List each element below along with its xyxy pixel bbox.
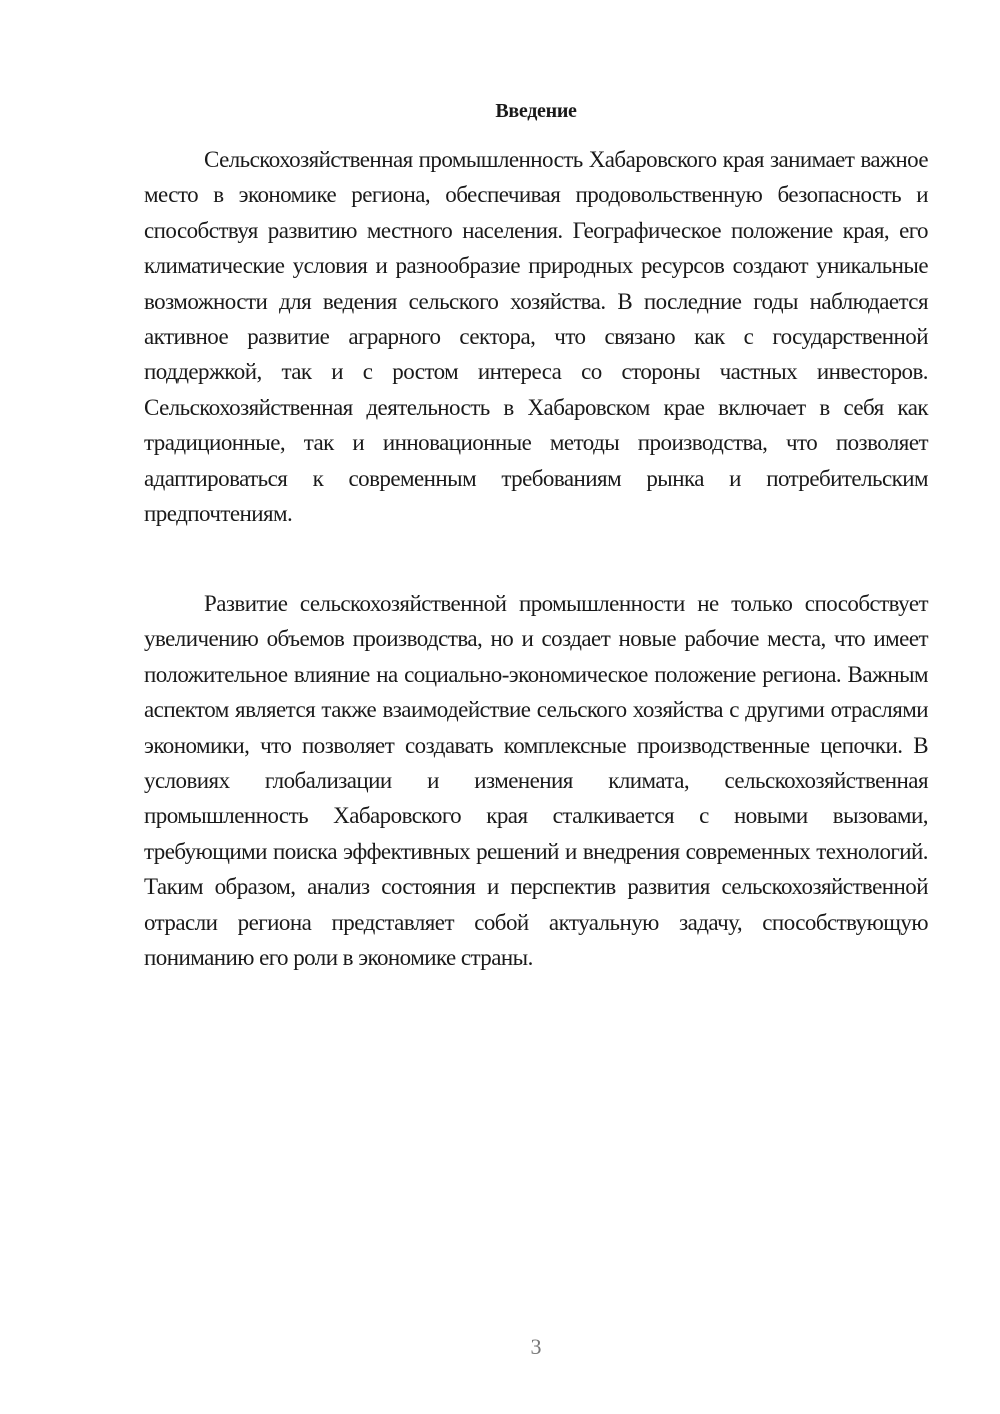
section-title: Введение [495, 100, 577, 122]
page-number: 3 [530, 1334, 542, 1359]
paragraph-1: Сельскохозяйственная промышленность Хабаровского края занимает важное место в экономике региона, обеспечивая продовольственную безопасность и способствуя развитию местного населения. Географическое положение края, его климатические условия и разнообразие природных ресурсов создают уникальные возможности для ведения сельского хозяйства. В последние годы наблюдается активное развитие аграрного сектора, что связано как с государственной поддержкой, так и с ростом интереса со стороны частных инвесторов. Сельскохозяйственная деятельность в Хабаровском крае включает в себя как традиционные, так и инновационные методы производства, что позволяет адаптироваться к современным требованиям рынка и потребительским предпочтениям. [144, 147, 928, 527]
paragraph-2: Развитие сельскохозяйственной промышленности не только способствует увеличению объемов производства, но и создает новые рабочие места, что имеет положительное влияние на социально-экономическое положение региона. Важным аспектом является также взаимодействие сельского хозяйства с другими отраслями экономики, что позволяет создавать комплексные производственные цепочки. В условиях глобализации и изменения климата, сельскохозяйственная промышленность Хабаровского края сталкивается с новыми вызовами, требующими поиска эффективных решений и внедрения современных технологий. Таким образом, анализ состояния и перспектив развития сельскохозяйственной отрасли региона представляет собой актуальную задачу, способствующую пониманию его роли в экономике страны. [144, 591, 928, 971]
